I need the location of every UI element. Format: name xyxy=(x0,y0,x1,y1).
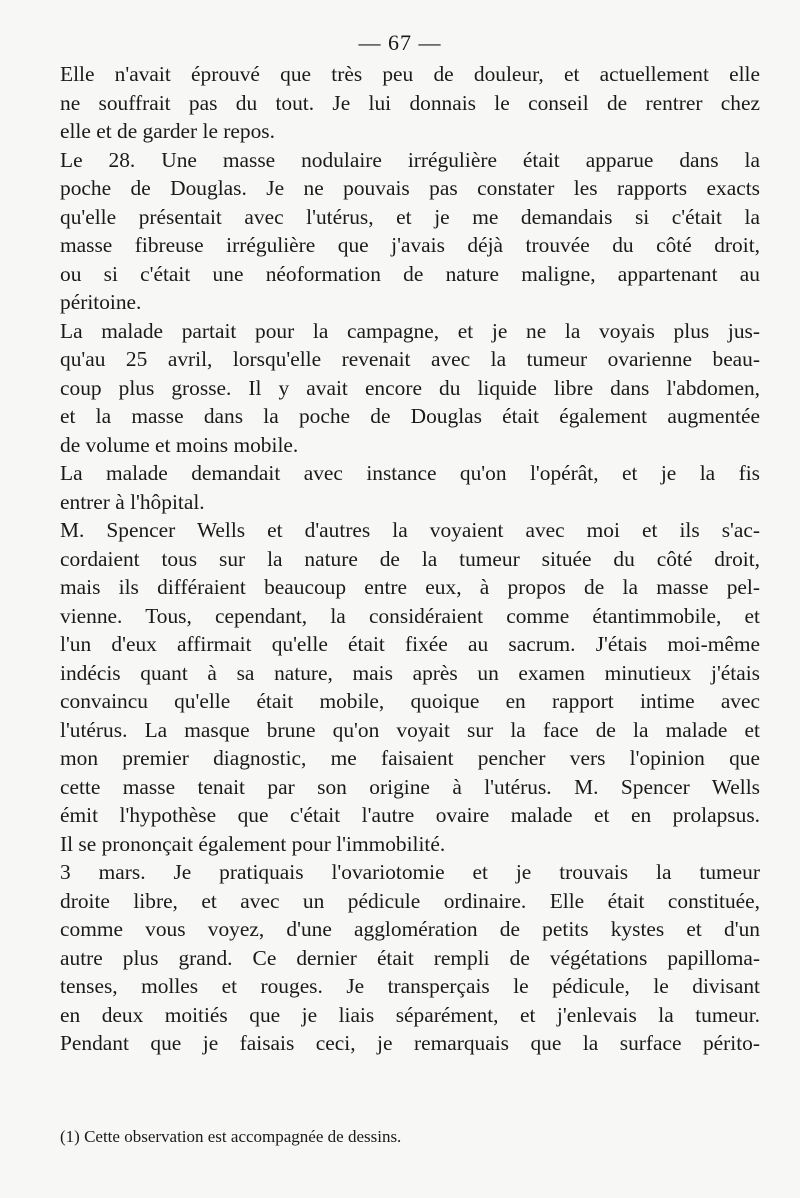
text-line: autre plus grand. Ce dernier était rempli de végétations papilloma- xyxy=(60,945,760,970)
text-line: La malade demandait avec instance qu'on l'opérât, et je la fis xyxy=(60,461,760,485)
text-line: émit l'hypothèse que c'était l'autre ovaire malade et en prolapsus. xyxy=(60,803,760,827)
text-line: mais ils différaient beaucoup entre eux, à propos de la masse pel- xyxy=(60,575,760,599)
page-number: — 67 — xyxy=(358,30,442,55)
text-line: qu'au 25 avril, lorsqu'elle revenait avec la tumeur ovarienne beau- xyxy=(60,347,760,371)
text-line: elle et de garder le repos. xyxy=(60,119,275,143)
paragraph-1 xyxy=(60,60,760,146)
text-line: ou si c'était une néoformation de nature maligne, appartenant au xyxy=(60,261,760,286)
footnote: (1) Cette observation est accompagnée de dessins. xyxy=(60,1127,402,1146)
text-line: l'un d'eux affirmait qu'elle était fixée au sacrum. J'étais moi-même xyxy=(60,632,760,656)
paragraph-3 xyxy=(60,317,760,460)
text-line: cordaient tous sur la nature de la tumeur située du côté droit, xyxy=(60,546,760,571)
text-line: entrer à l'hôpital. xyxy=(60,489,205,514)
text-line: en deux moitiés que je liais séparément, et j'enlevais la tumeur. xyxy=(60,1002,760,1027)
text-line: tenses, molles et rouges. Je transperçais le pédicule, le divisant xyxy=(60,974,760,998)
text-line: convaincu qu'elle était mobile, quoique en rapport intime avec xyxy=(60,689,760,713)
paragraph-4 xyxy=(60,459,760,516)
text-line: péritoine. xyxy=(60,290,142,314)
text-line: de volume et moins mobile. xyxy=(60,432,299,457)
text-line: masse fibreuse irrégulière que j'avais déjà trouvée du côté droit, xyxy=(60,233,760,257)
text-line: vienne. Tous, cependant, la considéraient comme étantimmobile, et xyxy=(60,603,760,628)
text-line: coup plus grosse. Il y avait encore du liquide libre dans l'abdomen, xyxy=(60,375,760,400)
paragraph-6 xyxy=(60,858,760,1058)
text-line: La malade partait pour la campagne, et je ne la voyais plus jus- xyxy=(60,318,760,343)
text-line: droite libre, et avec un pédicule ordinaire. Elle était constituée, xyxy=(60,888,760,913)
paragraph-5 xyxy=(60,516,760,858)
text-line: mon premier diagnostic, me faisaient pencher vers l'opinion que xyxy=(60,746,760,770)
text-line: poche de Douglas. Je ne pouvais pas constater les rapports exacts xyxy=(60,176,760,200)
text-line: indécis quant à sa nature, mais après un examen minutieux j'étais xyxy=(60,660,760,685)
text-line: et la masse dans la poche de Douglas était également augmentée xyxy=(60,404,760,428)
text-line: Il se prononçait également pour l'immobilité. xyxy=(60,831,446,856)
text-line: cette masse tenait par son origine à l'utérus. M. Spencer Wells xyxy=(60,774,760,799)
text-line: qu'elle présentait avec l'utérus, et je me demandais si c'était la xyxy=(60,204,760,229)
text-line: 3 mars. Je pratiquais l'ovariotomie et je trouvais la tumeur xyxy=(60,860,760,884)
text-line: ne souffrait pas du tout. Je lui donnais le conseil de rentrer chez xyxy=(60,90,760,115)
paragraph-2 xyxy=(60,146,760,317)
text-line: M. Spencer Wells et d'autres la voyaient avec moi et ils s'ac- xyxy=(60,518,760,542)
text-line: Elle n'avait éprouvé que très peu de douleur, et actuellement elle xyxy=(60,62,760,86)
text-line: l'utérus. La masque brune qu'on voyait sur la face de la malade et xyxy=(60,717,760,742)
body-text xyxy=(60,60,760,1058)
text-line: comme vous voyez, d'une agglomération de petits kystes et d'un xyxy=(60,917,760,941)
text-line: Le 28. Une masse nodulaire irrégulière était apparue dans la xyxy=(60,147,760,172)
text-line: Pendant que je faisais ceci, je remarquais que la surface périto- xyxy=(60,1031,760,1055)
